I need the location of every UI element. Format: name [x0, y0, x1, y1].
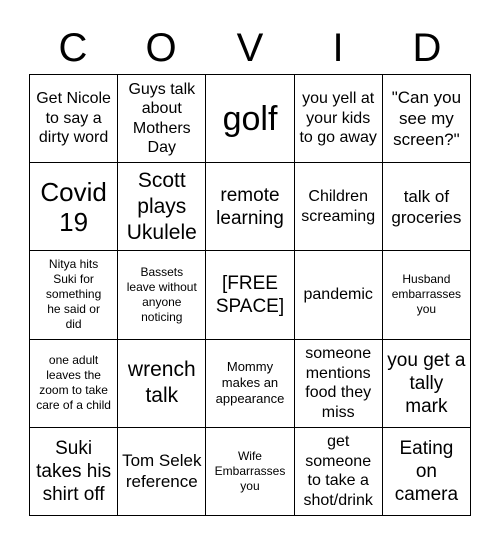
- bingo-cell[interactable]: [118, 340, 206, 428]
- header-letter-v: V: [236, 26, 264, 70]
- bingo-cell[interactable]: [383, 75, 471, 163]
- bingo-cell[interactable]: [30, 251, 118, 339]
- cell-text: golf: [222, 99, 278, 138]
- bingo-cell[interactable]: [206, 340, 294, 428]
- bingo-cell[interactable]: [295, 163, 383, 251]
- cell-text: one adult leaves the zoom to take care of a child: [36, 353, 111, 413]
- bingo-cell[interactable]: [206, 163, 294, 251]
- bingo-cell[interactable]: [118, 163, 206, 251]
- bingo-cell[interactable]: [383, 163, 471, 251]
- bingo-cell[interactable]: [118, 251, 206, 339]
- bingo-cell[interactable]: [295, 75, 383, 163]
- bingo-cell[interactable]: [383, 251, 471, 339]
- cell-text: you yell at your kids to go away: [299, 90, 377, 147]
- bingo-cell[interactable]: [30, 75, 118, 163]
- bingo-cell[interactable]: [118, 75, 206, 163]
- bingo-cell[interactable]: [30, 340, 118, 428]
- cell-text: Suki takes his shirt off: [36, 437, 112, 505]
- header-letter-o: O: [145, 26, 177, 70]
- cell-text: Husband embarrasses you: [391, 272, 462, 317]
- cell-text: someone mentions food they miss: [305, 345, 372, 421]
- cell-text: wrench talk: [127, 358, 196, 408]
- bingo-cell[interactable]: [30, 163, 118, 251]
- cell-text: talk of groceries: [391, 186, 462, 227]
- cell-text: get someone to take a shot/drink: [303, 433, 373, 509]
- bingo-cell[interactable]: [30, 428, 118, 516]
- bingo-grid: [29, 74, 471, 516]
- bingo-cell[interactable]: [206, 428, 294, 516]
- header-letter-d: D: [412, 26, 442, 70]
- cell-text: Eating on camera: [394, 437, 459, 505]
- cell-text: Mommy makes an appearance: [215, 359, 285, 407]
- cell-text: remote learning: [216, 184, 284, 229]
- bingo-cell[interactable]: [295, 428, 383, 516]
- cell-text: [FREE SPACE]: [215, 272, 285, 317]
- cell-text: Bassets leave without anyone noticing: [126, 264, 197, 324]
- cell-text: Tom Selek reference: [122, 451, 202, 492]
- bingo-cell[interactable]: [206, 251, 294, 339]
- header-letter-i: I: [332, 26, 344, 70]
- cell-text: Wife Embarrasses you: [214, 448, 286, 493]
- bingo-cell[interactable]: [206, 75, 294, 163]
- cell-text: Nitya hits Suki for something he said or did: [45, 257, 102, 332]
- bingo-cell[interactable]: [118, 428, 206, 516]
- bingo-header: [29, 22, 471, 74]
- cell-text: Guys talk about Mothers Day: [128, 80, 196, 157]
- bingo-cell[interactable]: [295, 251, 383, 339]
- cell-text: you get a tally mark: [387, 349, 466, 417]
- cell-text: Covid 19: [40, 176, 107, 237]
- cell-text: Children screaming: [301, 188, 376, 225]
- bingo-cell[interactable]: [383, 428, 471, 516]
- header-letter-c: C: [58, 26, 88, 70]
- cell-text: "Can you see my screen?": [391, 88, 462, 150]
- cell-text: Get Nicole to say a dirty word: [36, 90, 111, 147]
- cell-text: Scott plays Ukulele: [126, 168, 197, 244]
- bingo-cell[interactable]: [295, 340, 383, 428]
- cell-text: pandemic: [303, 286, 373, 304]
- bingo-cell[interactable]: [383, 340, 471, 428]
